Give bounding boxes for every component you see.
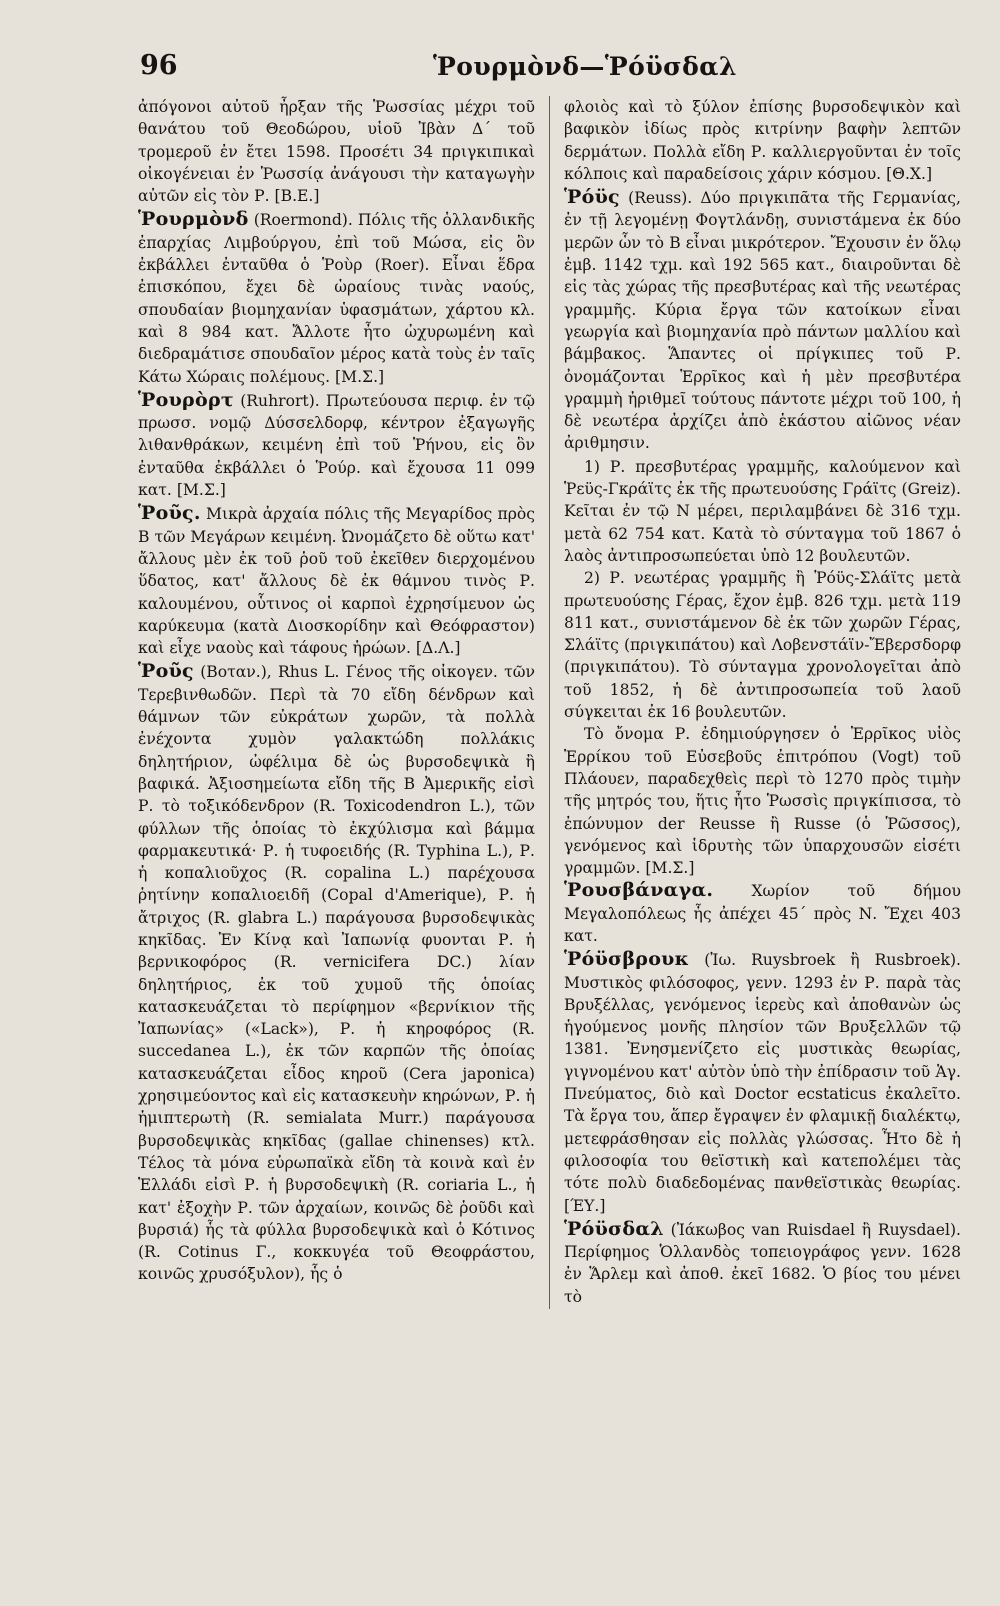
entry-headword: Ῥόϋσδαλ xyxy=(564,1217,664,1240)
dictionary-entry xyxy=(138,208,535,387)
entry-text: (Ruhrort). Πρωτεύουσα περιφ. ἐν τῷ πρωσσ. νομῷ Δύσσελδορφ, κέντρον ἐξαγωγῆς λιθανθράκων, κειμένη ἐπὶ τοῦ Ῥήνου, εἰς ὃν ἐνταῦθα ἐκβάλλει ὁ Ῥούρ. καὶ ἔχουσα 11 099 κατ. [Μ.Σ.] xyxy=(138,391,535,500)
page-number: 96 xyxy=(140,50,178,81)
dictionary-entry xyxy=(564,186,961,455)
dictionary-entry xyxy=(564,567,961,723)
entry-headword: Ῥουσβάναγα. xyxy=(564,879,714,902)
entry-text: (Βοταν.), Rhus L. Γένος τῆς οἰκογεν. τῶν Τερεβινθωδῶν. Περὶ τὰ 70 εἴδη δένδρων καὶ θάμνων τῶν εὐκράτων χωρῶν, τὰ πολλὰ ἐνέχοντα χυμὸν γαλακτώδη πολλάκις δηλητήριον, ὠφέλιμα δὲ ὡς βυρσοδεψικὰ ἢ βαφικά. Ἀξιοσημείωτα εἴδη τῆς Β Ἀμερικῆς εἰσὶ Ρ. τὸ τοξικόδενδρον (R. Toxicodendron L.), τῶν φύλλων τῆς ὁποίας τὸ ἐκχύλισμα καὶ βάμμα φαρμακευτικά· Ρ. ἡ τυφοειδής (R. Typhina L.), Ρ. ἡ κοπαλιοῦχος (R. copalina L.) παρέχουσα ῥητίνην κοπαλιοειδῆ (Copal d'Amerique), Ρ. ἡ ἄτριχος (R. glabra L.) παράγουσα βυρσοδεψικὰς κηκῖδας. Ἐν Κίνᾳ καὶ Ἰαπωνίᾳ φυονται Ρ. ἡ βερνικοφόρος (R. vernicifera DC.) λίαν δηλητήριος, ἐκ τοῦ χυμοῦ τῆς ὁποίας κατασκευάζεται τὸ περίφημον «βερνίκιον τῆς Ἰαπωνίας» («Lack»), Ρ. ἡ κηροφόρος (R. succedanea L.), ἐκ τῶν καρπῶν τῆς ὁποίας κατασκευάζεται εἶδος κηροῦ (Cera japonica) χρησιμεύοντος καὶ εἰς κατασκευὴν κηρώνων, Ρ. ἡ ἡμιπτερωτὴ (R. semialata Murr.) παράγουσα βυρσοδεψικὰς κηκῖδας (gallae chinenses) κτλ. Τέλος τὰ μόνα εὐρωπαϊκὰ εἴδη τὰ κοινὰ καὶ ἐν Ἑλλάδι εἰσὶ Ρ. ἡ βυρσοδεψικὴ (R. coriaria L., ἡ κατ' ἐξοχὴν Ρ. τῶν ἀρχαίων, κοινῶς δὲ ῥοῦδι καὶ βυρσιά) ἧς τὰ φύλλα βυρσοδεψικὰ καὶ ὁ Κότινος (R. Cotinus Γ., κοκκυγέα τοῦ Θεοφράστου, κοινῶς χρυσόξυλον), ἧς ὁ xyxy=(138,663,535,1284)
entry-text: (Reuss). Δύο πριγκιπᾶτα τῆς Γερμανίας, ἐν τῇ λεγομένῃ Φογτλάνδῃ, συνιστάμενα ἐκ δύο μερῶν ὧν τὸ Β εἶναι μικρότερον. Ἔχουσιν ἐν ὅλῳ ἐμβ. 1142 τχμ. καὶ 192 565 κατ., διαιροῦνται δὲ εἰς τὰς χώρας τῆς πρεσβυτέρας καὶ τῆς νεωτέρας γραμμῆς. Κύρια ἔργα τῶν κατοίκων εἶναι γεωργία καὶ βιομηχανία πρὸ πάντων μαλλίου καὶ βάμβακος. Ἅπαντες οἱ πρίγκιπες τοῦ Ρ. ὀνομάζονται Ἑρρῖκος καὶ ἡ μὲν πρεσβυτέρα γραμμὴ ἠριθμεῖ τούτους πάντοτε μέχρι τοῦ 100, ἡ δὲ νεωτέρα ἀρχίζει ἀπὸ ἑκάστου αἰῶνος νέαν ἀριθμησιν. xyxy=(564,189,961,453)
entry-headword: Ῥόϋς xyxy=(564,186,620,209)
entry-text: 2) Ρ. νεωτέρας γραμμῆς ἢ Ῥόϋς-Σλάϊτς μετὰ πρωτευούσης Γέρας, ἔχον ἐμβ. 826 τχμ. μετὰ 119 811 κατ., συνιστάμενον δὲ ἐκ τῶν χωρῶν Γέρας, Σλάϊτς (πριγκιπάτου) καὶ Λοβενστάϊν-Ἔβερσδορφ (πριγκιπάτου). Τὸ σύνταγμα χρονολογεῖται ἀπὸ τοῦ 1852, ἡ δὲ ἀντιπροσωπεία τοῦ λαοῦ σύγκειται ἐκ 16 βουλευτῶν. xyxy=(564,569,961,722)
entry-headword: Ῥοῦς xyxy=(138,660,194,683)
entry-text: ἀπόγονοι αὐτοῦ ἦρξαν τῆς Ῥωσσίας μέχρι τοῦ θανάτου τοῦ Θεοδώρου, υἱοῦ Ἰβὰν Δ´ τοῦ τρομεροῦ ἐν ἔτει 1598. Προσέτι 34 πριγκιπικαὶ οἰκογένειαι ἐν Ῥωσσίᾳ ἀνάγουσι τὴν καταγωγὴν αὐτῶν εἰς τὸν Ρ. [Β.Ε.] xyxy=(138,98,535,206)
column-divider xyxy=(549,96,550,1309)
entry-text: Μικρὰ ἀρχαία πόλις τῆς Μεγαρίδος πρὸς Β τῶν Μεγάρων κειμένη. Ὠνομάζετο δὲ οὕτω κατ' ἄλλους μὲν ἐκ τοῦ ῥοῦ τοῦ ἐκεῖθεν διερχομένου ὕδατος, κατ' ἄλλους δὲ ἐκ θάμνου τινὸς Ρ. καλουμένου, οὗτινος οἱ καρποὶ ἐχρησίμευον ὡς καρύκευμα (κατὰ Διοσκορίδην καὶ Θεόφραστον) καὶ εἶχε ναοὺς καὶ τάφους ἡρώων. [Δ.Λ.] xyxy=(138,505,535,658)
dictionary-entry xyxy=(564,723,961,879)
dictionary-entry xyxy=(564,1218,961,1308)
dictionary-entry xyxy=(138,389,535,501)
dictionary-entry xyxy=(138,96,535,207)
dictionary-entry xyxy=(564,879,961,947)
entry-headword: Ῥουρμὸνδ xyxy=(138,208,249,231)
entry-text: 1) Ρ. πρεσβυτέρας γραμμῆς, καλούμενον καὶ Ῥεϋς-Γκράϊτς ἐκ τῆς πρωτευούσης Γράϊτς (Greiz). Κεῖται ἐν τῷ Ν μέρει, περιλαμβάνει δὲ 316 τχμ. μετὰ 62 754 κατ. Κατὰ τὸ σύνταγμα τοῦ 1867 ὁ λαὸς ἀντιπροσωπεύεται ὑπὸ 12 βουλευτῶν. xyxy=(564,457,961,565)
entry-text: (Roermond). Πόλις τῆς ὁλλανδικῆς ἐπαρχίας Λιμβούργου, ἐπὶ τοῦ Μώσα, εἰς ὃν ἐκβάλλει ἐνταῦθα ὁ Ῥοὺρ (Roer). Εἶναι ἕδρα ἐπισκόπου, ἔχει δὲ ὡραίους τινὰς ναούς, σπουδαίαν βιομηχανίαν ὑφασμάτων, χάρτου κλ. καὶ 8 984 κατ. Ἄλλοτε ἦτο ὠχυρωμένη καὶ διεδραμάτισε σπουδαῖον μέρος κατὰ τοὺς ἐν ταῖς Κάτω Χώραις πολέμους. [Μ.Σ.] xyxy=(138,211,535,386)
dictionary-entry xyxy=(138,502,535,659)
running-head: Ῥουρμὸνδ—Ῥόϋσδαλ xyxy=(433,52,738,81)
entry-headword: Ῥουρὸρτ xyxy=(138,388,234,411)
dictionary-entry xyxy=(564,456,961,567)
left-column xyxy=(138,96,535,1309)
dictionary-entry xyxy=(564,948,961,1217)
entry-headword: Ῥόϋσβρουκ xyxy=(564,948,690,971)
entry-text: φλοιὸς καὶ τὸ ξύλον ἐπίσης βυρσοδεψικὸν καὶ βαφικὸν ἰδίως πρὸς κιτρίνην βαφὴν λεπτῶν δερμάτων. Πολλὰ εἴδη Ρ. καλλιεργοῦνται ἐν τοῖς κόλποις καὶ παραδείσοις χάριν κόσμου. [Θ.Χ.] xyxy=(564,98,961,183)
text-columns xyxy=(138,96,972,1309)
entry-text: (Ἰω. Ruysbroek ἢ Rusbroek). Μυστικὸς φιλόσοφος, γενν. 1293 ἐν Ρ. παρὰ τὰς Βρυξέλλας, γενόμενος ἱερεὺς καὶ ἀποθανὼν ὡς ἡγούμενος μονῆς πλησίον τῶν Βρυξελλῶν τῷ 1381. Ἐνησμενίζετο εἰς μυστικὰς θεωρίας, γιγνομένου κατ' αὐτὸν ὑπὸ τὴν ἐπίδρασιν τοῦ Ἁγ. Πνεύματος, διὸ καὶ Doctor ecstaticus ἐκαλεῖτο. Τὰ ἔργα του, ἅπερ ἔγραψεν ἐν φλαμικῇ διαλέκτῳ, μετεφράσθησαν εἰς πολλὰς γλώσσας. Ἦτο δὲ ἡ φιλοσοφία του θεϊστικὴ καὶ κατεπολέμει τὰς τότε πολὺ διαδεδομένας πανθεϊστικὰς θεωρίας. [ΈΥ.] xyxy=(564,951,961,1215)
dictionary-entry xyxy=(564,96,961,185)
right-column xyxy=(564,96,961,1309)
page-header xyxy=(138,46,972,94)
dictionary-entry xyxy=(138,660,535,1285)
entry-text: Χωρίον τοῦ δήμου Μεγαλοπόλεως ἧς ἀπέχει 45´ πρὸς Ν. Ἔχει 403 κατ. xyxy=(564,882,961,945)
entry-text: Τὸ ὄνομα Ρ. ἐδημιούργησεν ὁ Ἑρρῖκος υἱὸς Ἑρρίκου τοῦ Εὐσεβοῦς ἐπιτρόπου (Vogt) τοῦ Πλάουεν, παραδεχθεὶς περὶ τὸ 1270 πρὸς τιμὴν τῆς μητρός του, ἥτις ἦτο Ῥωσσὶς πριγκίπισσα, τὸ ἐπώνυμον der Reusse ἢ Russe (ὁ Ῥῶσσος), γενόμενος καὶ ἱδρυτὴς τῶν ὑπαρχουσῶν εἰσέτι γραμμῶν. [Μ.Σ.] xyxy=(564,725,961,878)
entry-headword: Ῥοῦς. xyxy=(138,502,201,525)
entry-text: (Ἰάκωβος van Ruisdael ἢ Ruysdael). Περίφημος Ὁλλανδὸς τοπειογράφος γενν. 1628 ἐν Ἅρλεμ καὶ ἀποθ. ἐκεῖ 1682. Ὁ βίος του μένει τὸ xyxy=(564,1220,961,1306)
